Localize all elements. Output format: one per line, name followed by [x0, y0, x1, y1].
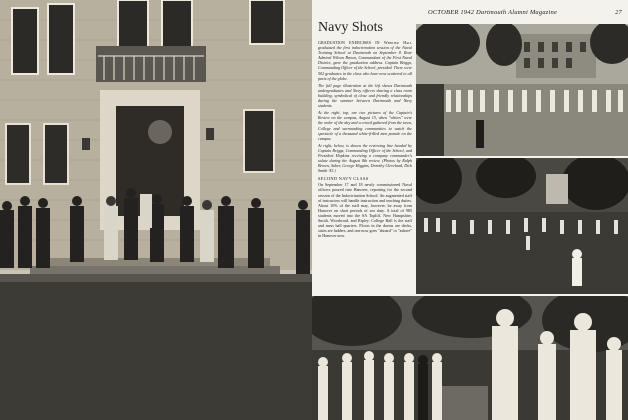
section-subhead: SECOND NAVY CLASS [318, 176, 369, 182]
mid-right-photo-formation [416, 158, 628, 294]
left-photo-illustration [0, 0, 312, 420]
article-title: Navy Shots [318, 20, 383, 35]
top-right-photo-review [416, 24, 628, 156]
bottom-right-photo-illustration [312, 296, 628, 420]
article-paragraph-4: At right, below, is shown the reviewing line headed by Captain Briggs, Commanding Officer of the School, and President Hopkins receiving a company commander's salute during the August 8th review. (Photos by Ralph Brown, Saber, George Higgins, Dorothy Cleveland, Dick Smith '43.) [318, 142, 412, 174]
top-right-photo-illustration [416, 24, 628, 156]
article-paragraph-5: On September 17 and 18 newly commissioned Naval officers poured into Hanover, reporting for the second session of the Indoctrination School. An augmented staff of instructors will handle instruction and teaching duties. About 10% of the staff may, however, be away from Hanover on short periods of sea duty. A total of 985 students moved into the SA Topliff, New Hampshire, Smith, Woodward, and Ripley. College Hall is the staff and mess hall quarters. Floors in the dorms are decks, stairs are ladders, and one now goes "aboard" or "ashore" in Hanover now. [318, 182, 412, 239]
page-number: 27 [615, 9, 622, 16]
left-photo-building-entrance [0, 0, 312, 420]
lead-small-caps: GRADUATION EXERCISES IN Webster Hall [318, 40, 412, 45]
article-paragraph-2: The full page illustration at the left shows Dartmouth undergraduates and Navy officers sharing a class room building, symbolical of close and friendly relationships during the summer between Dartmouth and Navy students. [318, 82, 412, 109]
bottom-right-photo-reviewing-line [312, 296, 628, 420]
running-head-publication: OCTOBER 1942 Dartmouth Alumni Magazine [428, 9, 558, 16]
running-head [428, 9, 622, 16]
mid-right-photo-illustration [416, 158, 628, 294]
article-paragraph-3: At the right, top, are two pictures of the Captain's Review on the campus, August 15, when "whites" were the order of the day and a crowd gathered from the town, College and surrounding communities to watch the spectacle of a thousand white-frilled men parade on the campus. [318, 110, 412, 141]
article-paragraph-1 [318, 40, 412, 81]
paragraph-1-body: graduated the first indoctrination session of the Naval Training School at Dartmouth on September 8. Rear Admiral Wilson Brown, Commandant of the First Naval District, gave the graduation address. Captain Briggs, Commanding Officer of the School, presided. There were 502 graduates in the class who have now scattered to all parts of the globe. [318, 45, 412, 81]
article-column [318, 20, 412, 294]
